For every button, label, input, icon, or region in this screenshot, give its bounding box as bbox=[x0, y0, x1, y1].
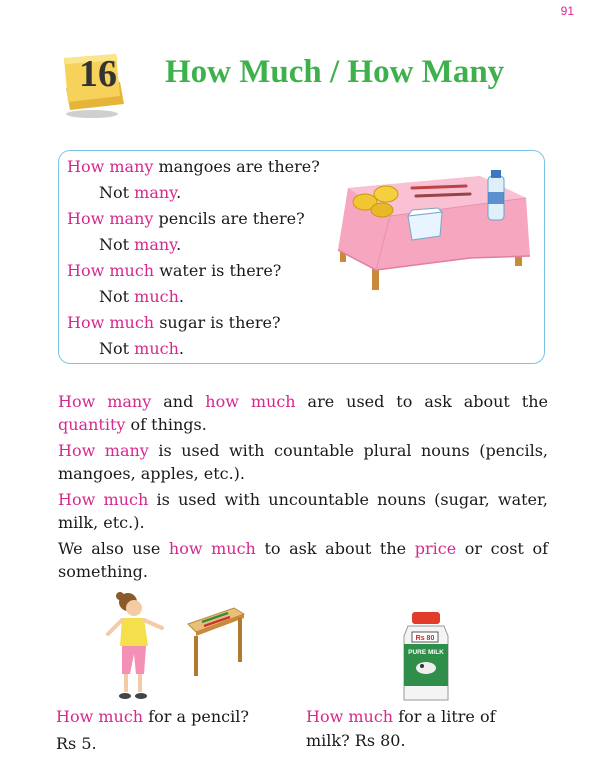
pencil-table-illustration bbox=[182, 600, 246, 680]
pencil-price-question: How much for a pencil? bbox=[56, 707, 249, 726]
box-line-3: How many pencils are there? bbox=[67, 209, 305, 228]
brand-label: PURE MILK bbox=[408, 649, 444, 656]
box-line-1: How many mangoes are there? bbox=[67, 157, 320, 176]
paragraph-4: We also use how much to ask about the price or cost of something. bbox=[58, 539, 549, 581]
milk-price-answer: milk? Rs 80. bbox=[306, 731, 406, 750]
pencil-price-answer: Rs 5. bbox=[56, 734, 97, 753]
paragraph-3: How much is used with uncountable nouns (sugar, water, milk, etc.). bbox=[58, 490, 548, 532]
paragraph-2: How many is used with countable plural nouns (pencils, mangoes, apples, etc.). bbox=[58, 441, 549, 483]
page-number: 91 bbox=[560, 4, 574, 18]
box-line-7: How much sugar is there? bbox=[67, 313, 281, 332]
box-line-2: Not many. bbox=[99, 183, 182, 202]
table-illustration bbox=[320, 158, 538, 298]
box-line-8: Not much. bbox=[99, 339, 184, 358]
box-line-5: How much water is there? bbox=[67, 261, 282, 280]
chapter-title: How Much / How Many bbox=[165, 54, 505, 90]
box-line-6: Not much. bbox=[99, 287, 184, 306]
paragraph-1: How many and how much are used to ask about the quantity of things. bbox=[58, 392, 548, 434]
price-tag-label: Rs 80 bbox=[415, 635, 435, 642]
milk-price-question: How much for a litre of bbox=[306, 707, 496, 726]
box-line-4: Not many. bbox=[99, 235, 182, 254]
girl-illustration bbox=[98, 588, 170, 704]
milk-bottle-illustration bbox=[398, 610, 454, 706]
chapter-number: 16 bbox=[79, 53, 117, 95]
